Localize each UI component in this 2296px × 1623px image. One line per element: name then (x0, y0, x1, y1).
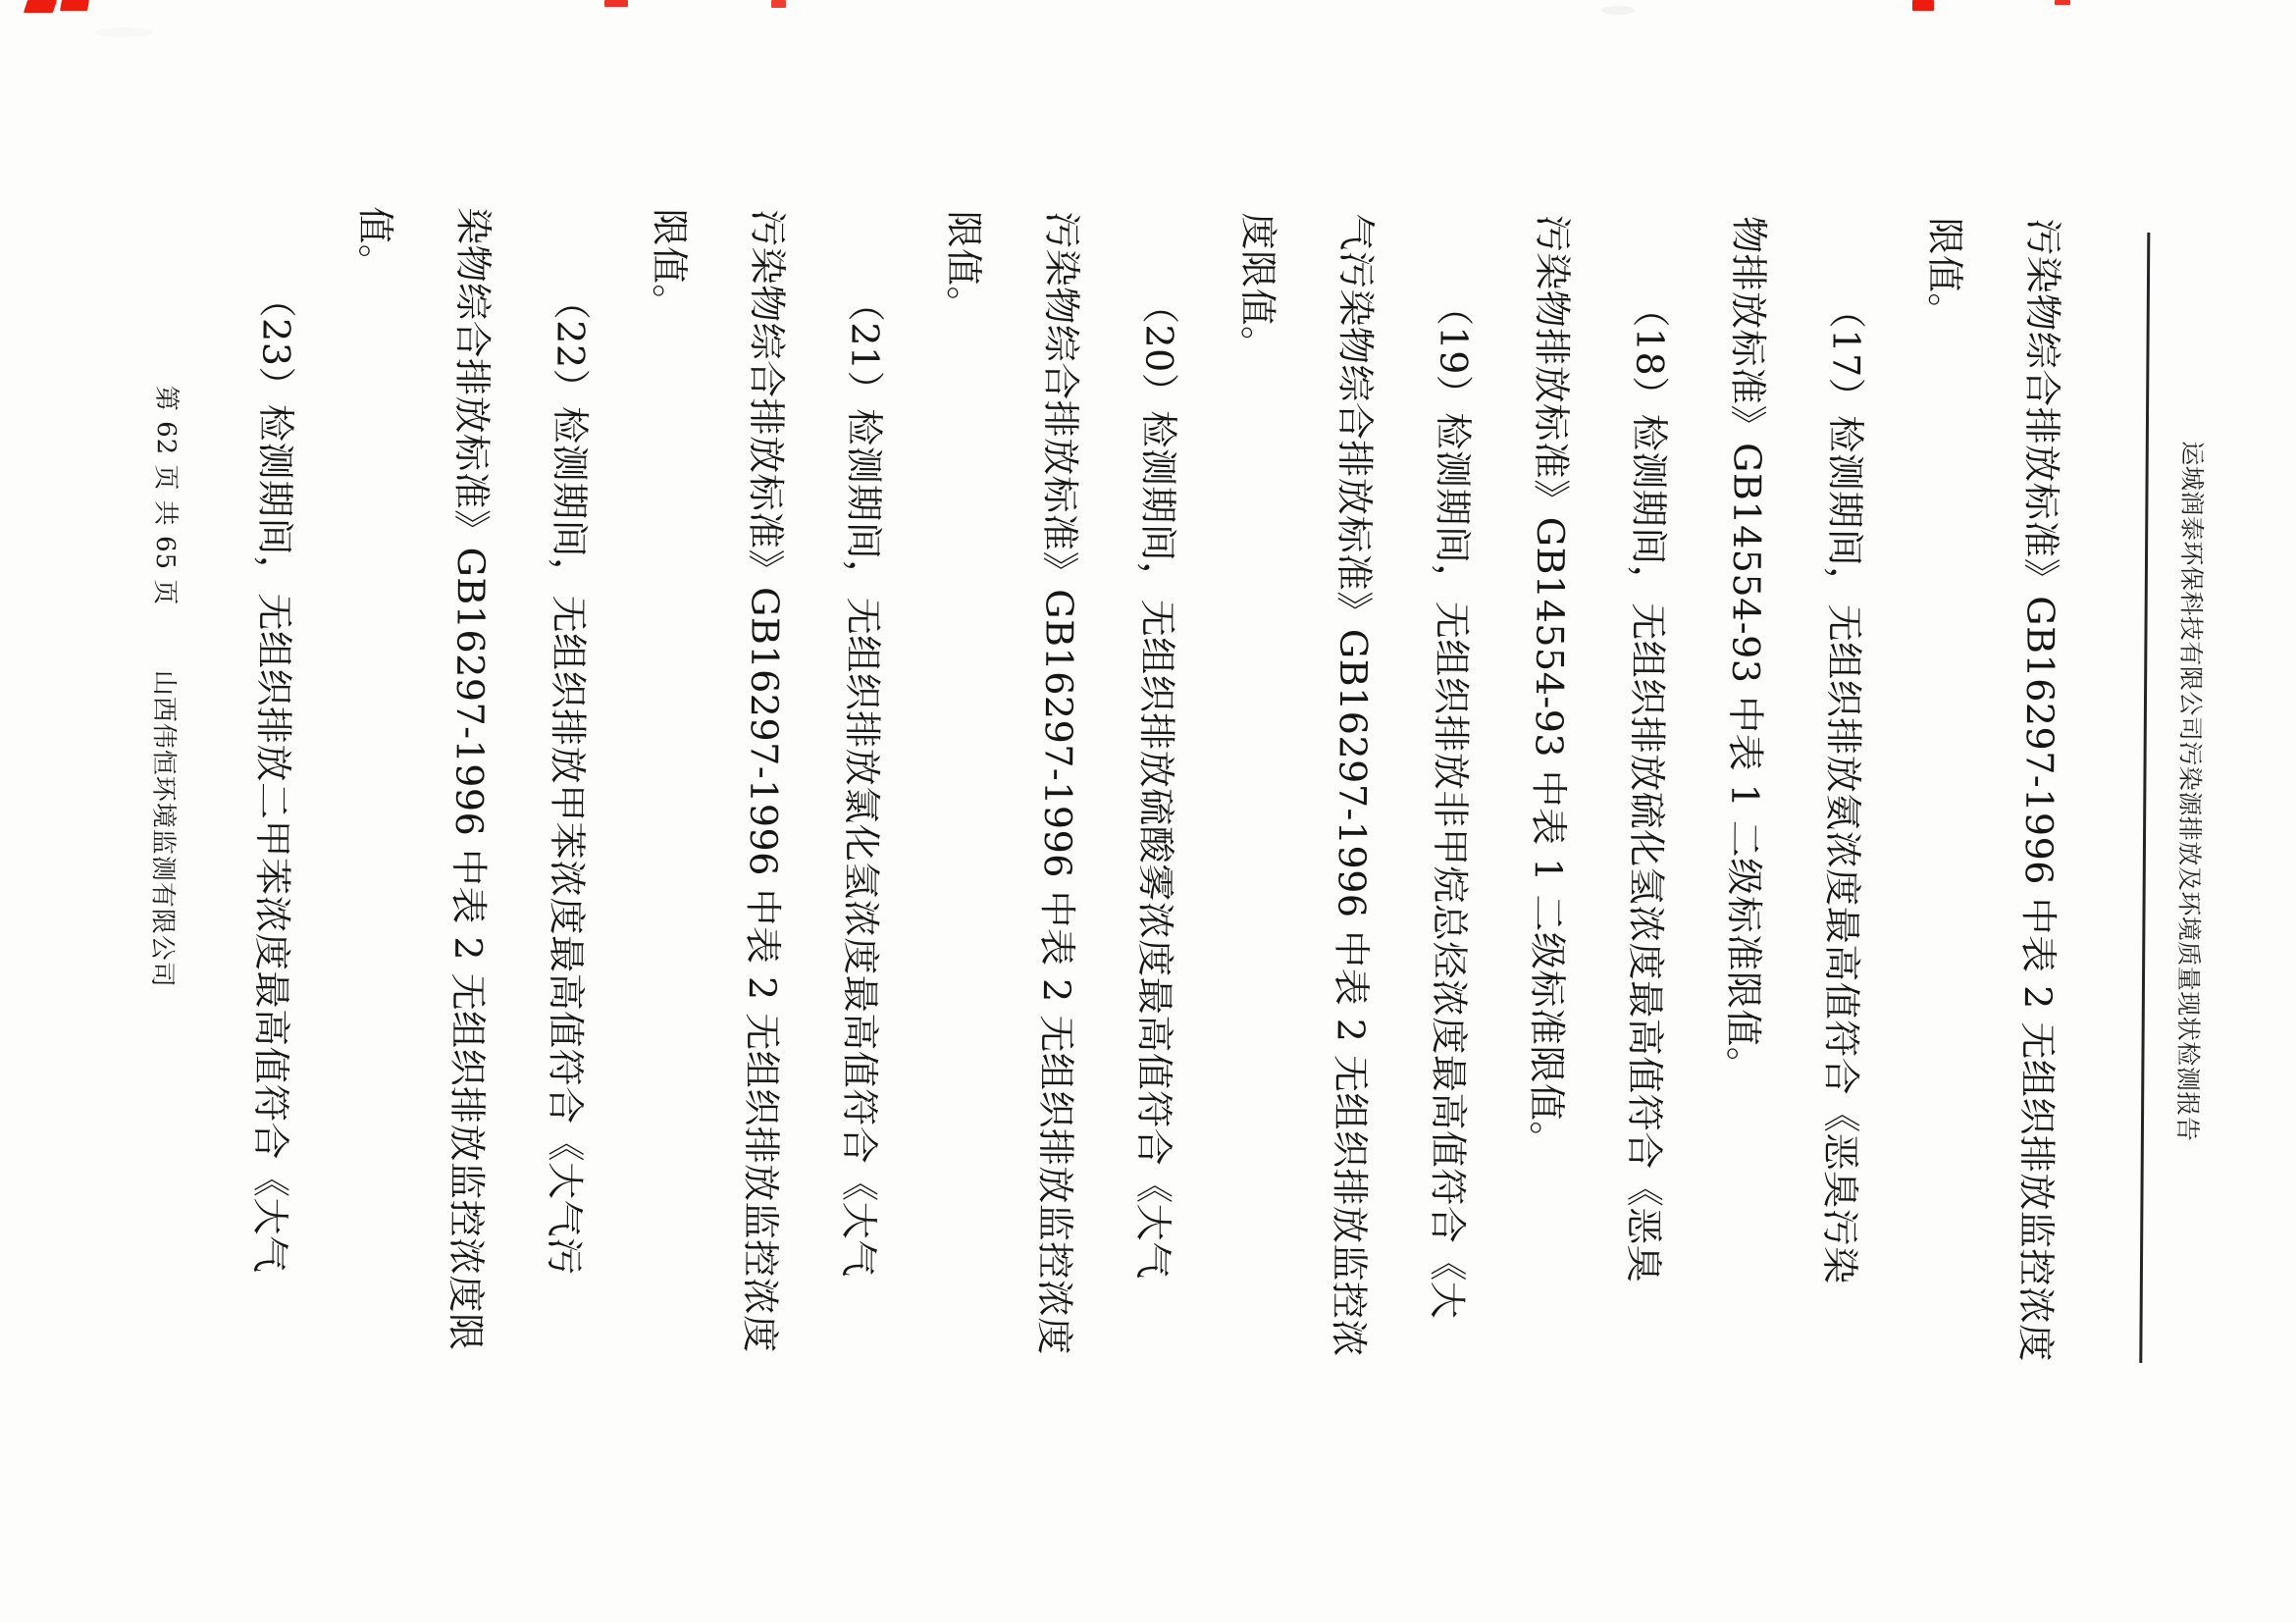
text-line: （22）检测期间，无组织排放甲苯浓度最高值符合《大气污 (542, 282, 593, 1276)
text-line: 染物综合排放标准》GB16297-1996 中表 2 无组织排放监控浓度限 (444, 206, 496, 1351)
text-line: 值。 (352, 206, 397, 283)
text-line: 气污染物综合排放标准》GB16297-1996 中表 2 无组织排放监控浓 (1327, 213, 1379, 1358)
red-scan-mark (1912, 0, 1934, 11)
text-line: （17）检测期间，无组织排放氨浓度最高值符合《恶臭污染 (1817, 290, 1868, 1284)
red-scan-mark (771, 0, 786, 8)
report-header-title: 运城润泰环保科技有限公司污染源排放及环境质量现状检测报告 (2172, 441, 2207, 1142)
red-scan-mark (2055, 0, 2070, 5)
text-line: 度限值。 (1235, 212, 1280, 364)
text-line: （21）检测期间，无组织排放氯化氢浓度最高值符合《大气 (836, 284, 887, 1278)
scan-smudge (1601, 6, 1635, 15)
text-line: 污染物综合排放标准》GB16297-1996 中表 2 无组织排放监控浓度 (2013, 218, 2065, 1362)
header-rule-line (2139, 233, 2150, 1363)
report-body-text (220, 205, 2092, 1362)
text-line: （23）检测期间，无组织排放二甲苯浓度最高值符合《大气 (247, 280, 298, 1274)
text-line: 限值。 (647, 208, 692, 323)
text-line: 物排放标准》GB14554-93 中表 1 二级标准限值。 (1721, 215, 1771, 1085)
text-line: 污染物综合排放标准》GB16297-1996 中表 2 无组织排放监控浓度 (738, 208, 790, 1353)
red-scan-mark (604, 0, 628, 7)
page-footer (146, 0, 190, 1608)
text-line: 污染物排放标准》GB14554-93 中表 1 二级标准限值。 (1524, 214, 1575, 1160)
page-number-label: 第 62 页 共 65 页 (149, 385, 182, 606)
text-line: 污染物综合排放标准》GB16297-1996 中表 2 无组织排放监控浓度 (1032, 211, 1084, 1355)
text-line: （20）检测期间，无组织排放硫酸雾浓度最高值符合《大气 (1130, 286, 1181, 1280)
text-line: （18）检测期间，无组织排放硫化氢浓度最高值符合《恶臭 (1621, 289, 1672, 1283)
text-line: 限值。 (941, 210, 986, 325)
monitoring-company-label: 山西伟恒环境监测有限公司 (146, 669, 180, 988)
red-scan-mark (24, 0, 57, 13)
text-line: 限值。 (1922, 217, 1967, 332)
scan-smudge (94, 27, 153, 37)
red-scan-mark (60, 0, 89, 11)
text-line: （19）检测期间，无组织排放非甲烷总烃浓度最高值符合《大 (1425, 288, 1476, 1320)
